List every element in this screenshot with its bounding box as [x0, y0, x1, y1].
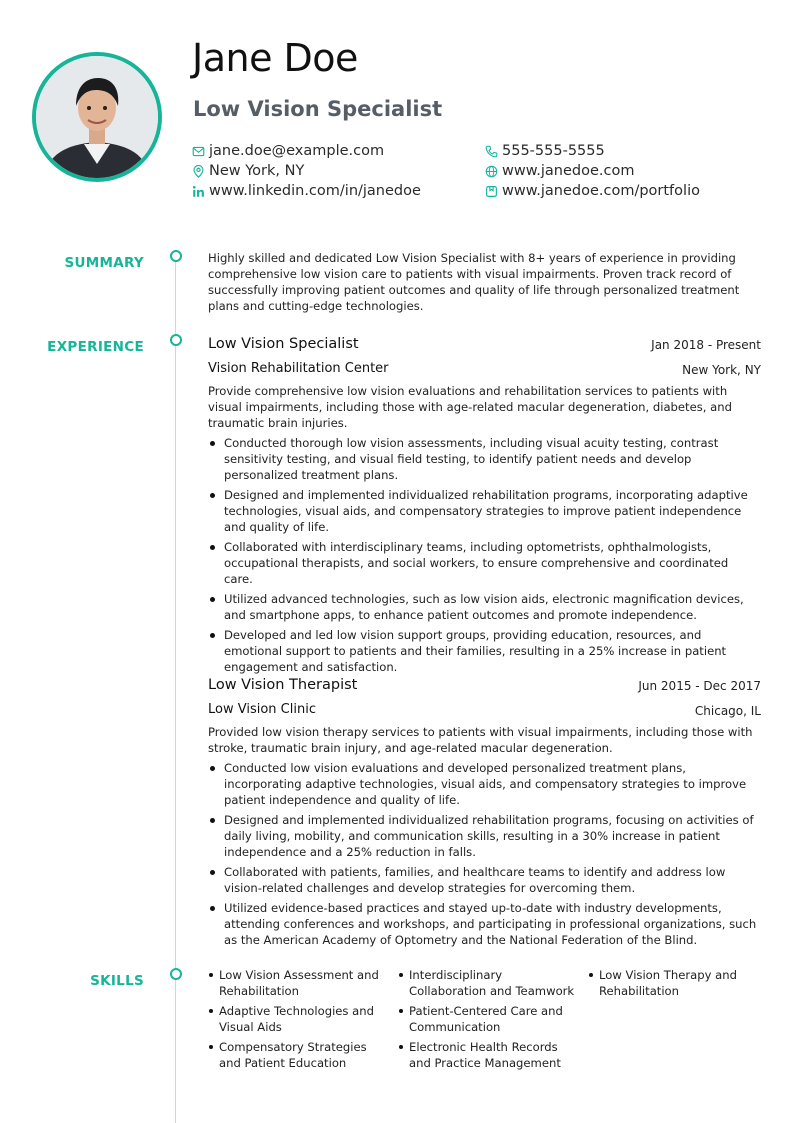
skill-item: Patient-Centered Care and Communication: [398, 1003, 578, 1035]
list-item: Conducted low vision evaluations and developed personalized treatment plans, incorporating adaptive technologies, visual aids, and compensatory strategies to improve patient independence and quality of life.: [208, 760, 760, 808]
portfolio-icon: [485, 185, 498, 198]
section-title-summary: SUMMARY: [64, 255, 144, 271]
contact-portfolio[interactable]: [485, 183, 700, 199]
job-title: Low Vision Therapist: [208, 677, 358, 693]
job-company: Low Vision Clinic: [208, 702, 316, 717]
map-pin-icon: [192, 165, 205, 178]
job-title: Low Vision Specialist: [208, 336, 359, 352]
section-title-skills: SKILLS: [90, 973, 144, 989]
timeline-dot-experience: [170, 334, 182, 346]
list-item: Designed and implemented individualized rehabilitation programs, focusing on activities of daily living, mobility, and communication skills, resulting in a 30% increase in patient independence and a 25% reduction in falls.: [208, 812, 760, 860]
skill-item: Electronic Health Records and Practice Management: [398, 1039, 578, 1071]
job-description: Provided low vision therapy services to patients with visual impairments, including those with stroke, traumatic brain injury, and age-related macular degeneration.: [208, 725, 753, 755]
skill-item: Low Vision Assessment and Rehabilitation: [208, 967, 388, 999]
list-item: Utilized evidence-based practices and stayed up-to-date with industry developments, attending conferences and workshops, and participating in professional organizations, such as the American Academy of Optometry and the National Federation of the Blind.: [208, 900, 760, 948]
candidate-title: Low Vision Specialist: [193, 97, 443, 121]
contact-location: [192, 163, 304, 179]
job-bullets: [208, 435, 760, 679]
job-description: Provide comprehensive low vision evaluations and rehabilitation services to patients with visual impairments, including those with age-related macular degeneration, diabetes, and traumatic brain injuries.: [208, 384, 732, 430]
contact-linkedin[interactable]: [192, 183, 421, 199]
list-item: Conducted thorough low vision assessments, including visual acuity testing, contrast sensitivity testing, and visual field testing, to identify patient needs and develop personalized treatment plans.: [208, 435, 760, 483]
job-bullets: [208, 760, 760, 952]
email-text: jane.doe@example.com: [209, 143, 385, 159]
job-dates: Jun 2015 - Dec 2017: [638, 679, 761, 693]
list-item: Developed and led low vision support groups, providing education, resources, and emotional support to patients and their families, resulting in a 25% increase in patient engagement and satisfaction.: [208, 627, 760, 675]
list-item: Collaborated with patients, families, and healthcare teams to identify and address low vision-related challenges and develop strategies for overcoming them.: [208, 864, 760, 896]
timeline-dot-summary: [170, 250, 182, 262]
website-text: www.janedoe.com: [502, 163, 635, 179]
skill-item: Low Vision Therapy and Rehabilitation: [588, 967, 768, 999]
contact-phone[interactable]: [485, 143, 605, 159]
mail-icon: [192, 145, 205, 158]
contact-website[interactable]: [485, 163, 634, 179]
skills-column-3: [588, 967, 768, 1003]
job-location: Chicago, IL: [694, 704, 761, 718]
timeline-dot-skills: [170, 968, 182, 980]
globe-icon: [485, 165, 498, 178]
skills-column-1: [208, 967, 388, 1075]
list-item: Utilized advanced technologies, such as low vision aids, electronic magnification devices, and smartphone apps, to enhance patient outcomes and promote independence.: [208, 591, 760, 623]
profile-photo: [32, 52, 162, 182]
phone-icon: [485, 145, 498, 158]
job-location: New York, NY: [682, 363, 761, 377]
summary-text: Highly skilled and dedicated Low Vision Specialist with 8+ years of experience in providing comprehensive low vision care to patients with visual impairments. Proven track record of successfully improving patient outcomes and quality of life through personalized treatment plans and cutting-edge technologies.: [208, 251, 740, 313]
job-dates: Jan 2018 - Present: [651, 338, 761, 352]
linkedin-icon: [192, 185, 205, 198]
location-text: New York, NY: [209, 163, 305, 179]
section-title-experience: EXPERIENCE: [47, 339, 144, 355]
linkedin-text: www.linkedin.com/in/janedoe: [209, 183, 421, 199]
skills-column-2: [398, 967, 578, 1075]
phone-text: 555-555-5555: [502, 143, 605, 159]
job-company: Vision Rehabilitation Center: [208, 361, 389, 376]
list-item: Designed and implemented individualized rehabilitation programs, incorporating adaptive technologies, visual aids, and compensatory strategies to improve patient independence and quality of life.: [208, 487, 760, 535]
portfolio-text: www.janedoe.com/portfolio: [502, 183, 700, 199]
candidate-name: Jane Doe: [192, 36, 358, 80]
list-item: Collaborated with interdisciplinary teams, including optometrists, ophthalmologists, occupational therapists, and social workers, to ensure comprehensive and coordinated care.: [208, 539, 760, 587]
skill-item: Compensatory Strategies and Patient Education: [208, 1039, 388, 1071]
skill-item: Adaptive Technologies and Visual Aids: [208, 1003, 388, 1035]
timeline-line: [175, 262, 176, 1123]
skill-item: Interdisciplinary Collaboration and Teamwork: [398, 967, 578, 999]
contact-email[interactable]: [192, 143, 384, 159]
person-portrait-icon: [36, 56, 158, 178]
